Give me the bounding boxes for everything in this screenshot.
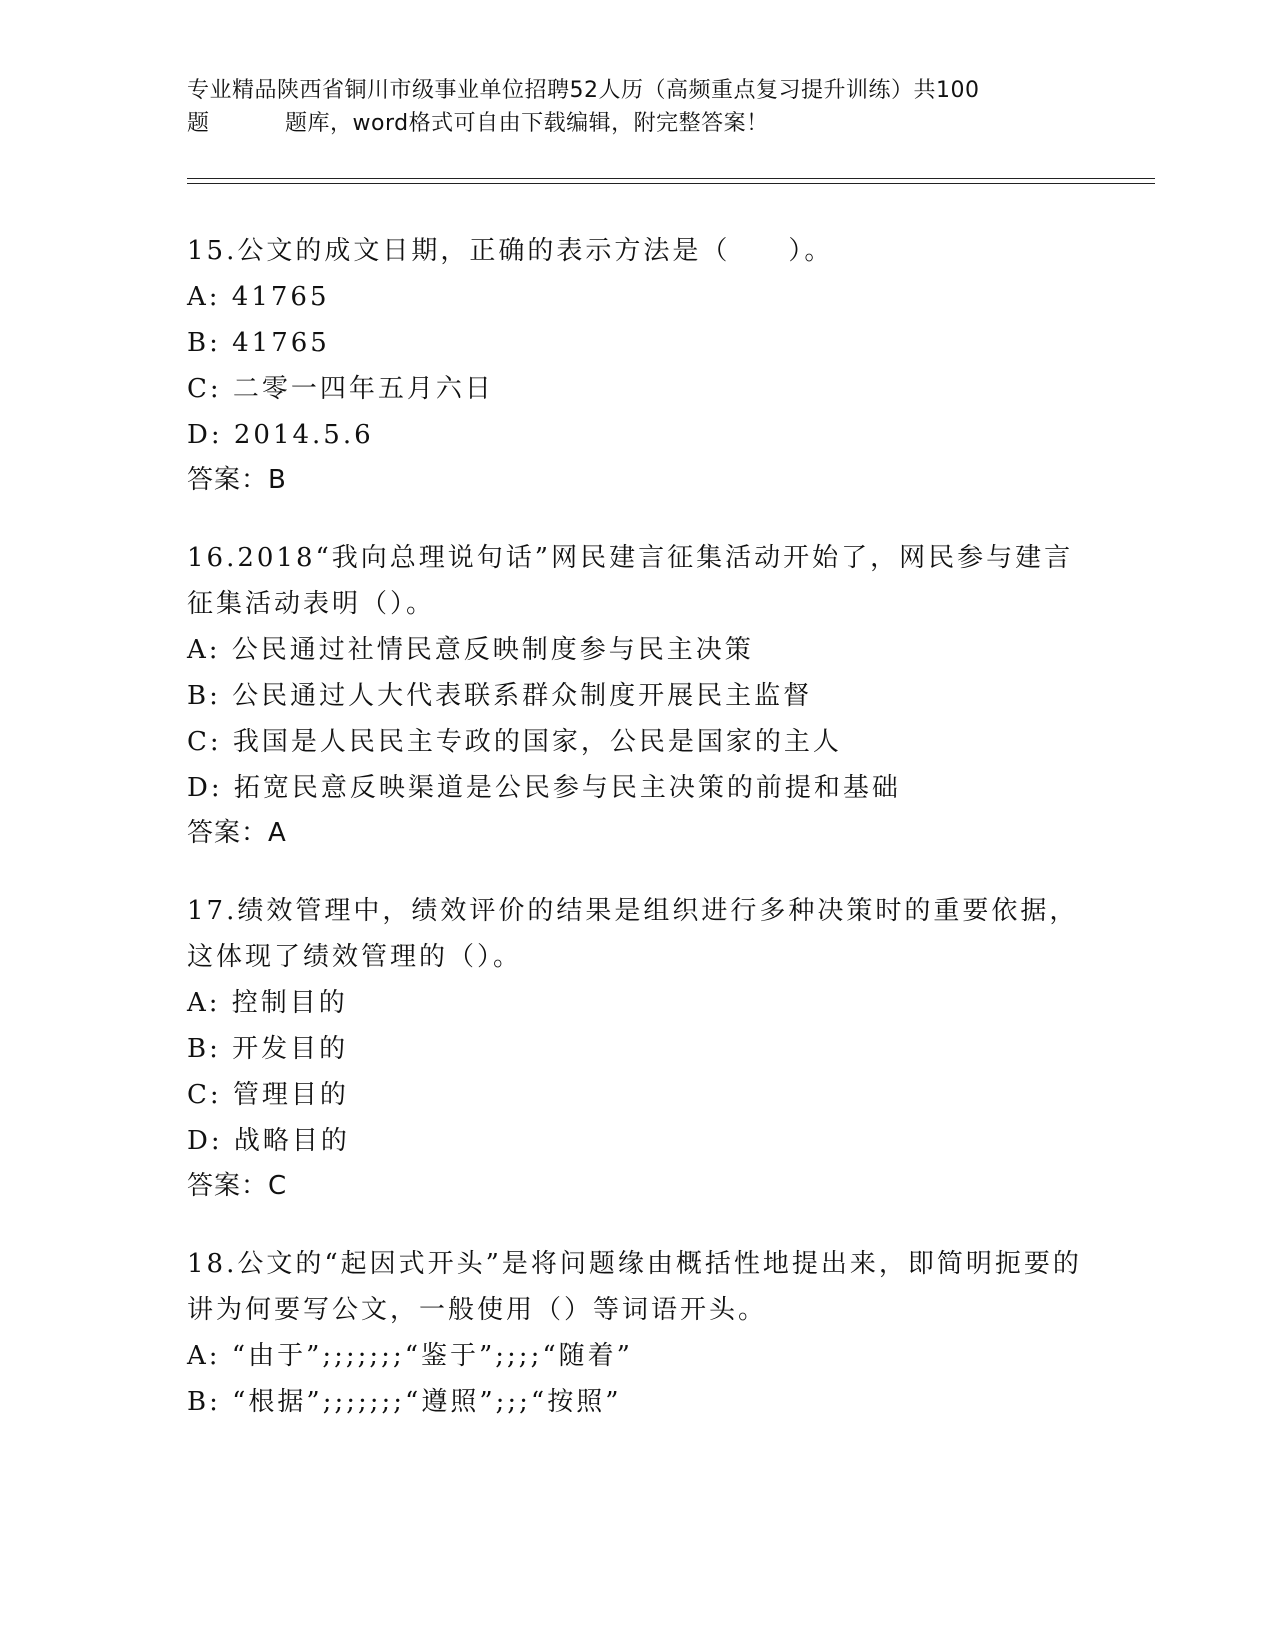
option-a: A: 控制目的: [187, 988, 348, 1018]
header-title-line1: 专业精品陕西省铜川市级事业单位招聘52人历（高频重点复习提升训练）共100: [187, 78, 980, 103]
option-c: C: 我国是人民民主专政的国家，公民是国家的主人: [187, 727, 842, 757]
option-d: D: 2014.5.6: [187, 420, 374, 450]
answer: 答案：A: [187, 818, 287, 848]
question-stem: 16.2018“我向总理说句话”网民建言征集活动开始了，网民参与建言征集活动表明（）。: [187, 543, 1074, 619]
option-b: B: 开发目的: [187, 1034, 349, 1064]
question-15: [187, 228, 1087, 502]
option-b: B: 41765: [187, 328, 330, 358]
header-title-line2-lead: 题: [187, 111, 210, 136]
answer: 答案：C: [187, 1171, 288, 1201]
header-title-line2: [187, 107, 1087, 140]
option-a: A: 公民通过社情民意反映制度参与民主决策: [187, 635, 754, 665]
question-stem: 17.绩效管理中，绩效评价的结果是组织进行多种决策时的重要依据，这体现了绩效管理的（）。: [187, 896, 1079, 972]
option-b: B: “根据”;;;;;;;“遵照”;;;“按照”: [187, 1387, 622, 1417]
option-b: B: 公民通过人大代表联系群众制度开展民主监督: [187, 681, 813, 711]
header-title-line2-rest: 题库，word格式可自由下载编辑，附完整答案！: [285, 111, 769, 136]
question-16: [187, 535, 1087, 855]
option-a: A: “由于”;;;;;;;“鉴于”;;;;“随着”: [187, 1341, 633, 1371]
question-stem: 15.公文的成文日期，正确的表示方法是（ ）。: [187, 236, 834, 266]
option-c: C: 管理目的: [187, 1080, 349, 1110]
header-divider-bottom: [187, 183, 1155, 184]
header-divider-top: [187, 178, 1155, 179]
option-c: C: 二零一四年五月六日: [187, 374, 494, 404]
option-d: D: 战略目的: [187, 1126, 350, 1156]
question-stem: 18.公文的“起因式开头”是将问题缘由概括性地提出来，即简明扼要的讲为何要写公文，一般使用（）等词语开头。: [187, 1249, 1082, 1325]
question-17: [187, 888, 1087, 1208]
option-d: D: 拓宽民意反映渠道是公民参与民主决策的前提和基础: [187, 773, 901, 803]
option-a: A: 41765: [187, 282, 330, 312]
question-list: [187, 228, 1087, 1458]
answer: 答案：B: [187, 465, 287, 495]
document-header: [187, 74, 1087, 140]
question-18: [187, 1241, 1087, 1425]
